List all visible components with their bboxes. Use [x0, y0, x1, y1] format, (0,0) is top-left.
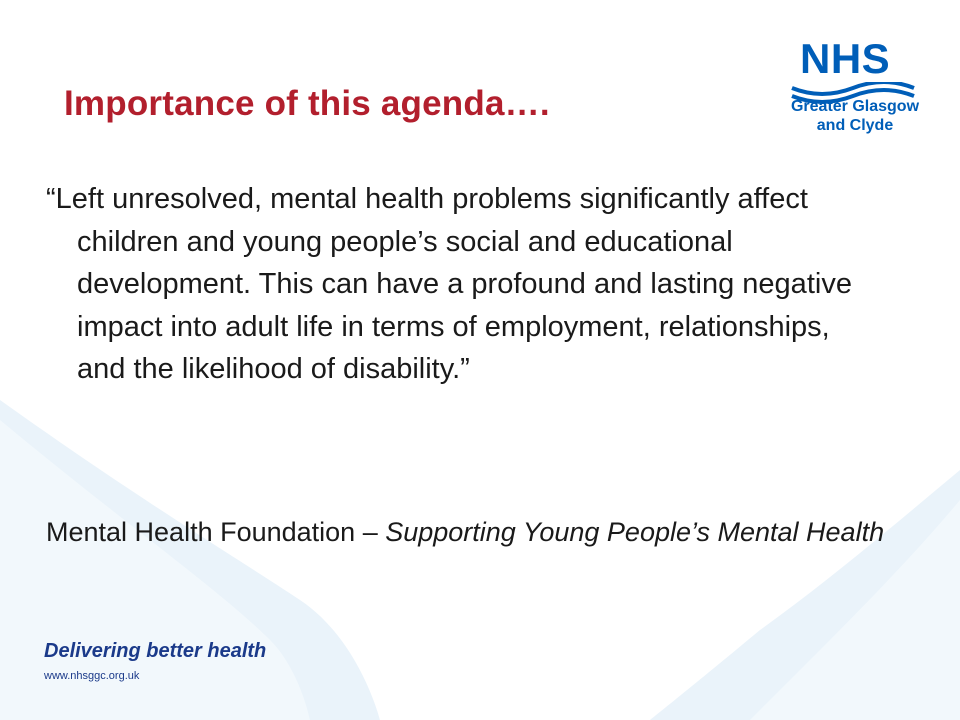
footer-website: www.nhsggc.org.uk	[44, 670, 140, 682]
citation-title: Supporting Young People’s Mental Health	[385, 517, 885, 547]
citation	[46, 516, 885, 549]
footer-tagline: Delivering better health	[44, 640, 267, 662]
quote-text: “Left unresolved, mental health problems significantly affect children and young people’s social and educational development. This can have a profound and lasting negative impact into adult life in terms of employment, relationships, and the likelihood of disability.”	[46, 183, 852, 385]
nhs-logo	[780, 35, 930, 138]
citation-source: Mental Health Foundation –	[46, 517, 386, 547]
nhs-logo-text: NHS	[800, 35, 891, 82]
slide-title: Importance of this agenda….	[64, 84, 550, 123]
nhs-logo-line1: Greater Glasgow	[790, 98, 920, 115]
nhs-logo-line2: and Clyde	[816, 117, 894, 134]
